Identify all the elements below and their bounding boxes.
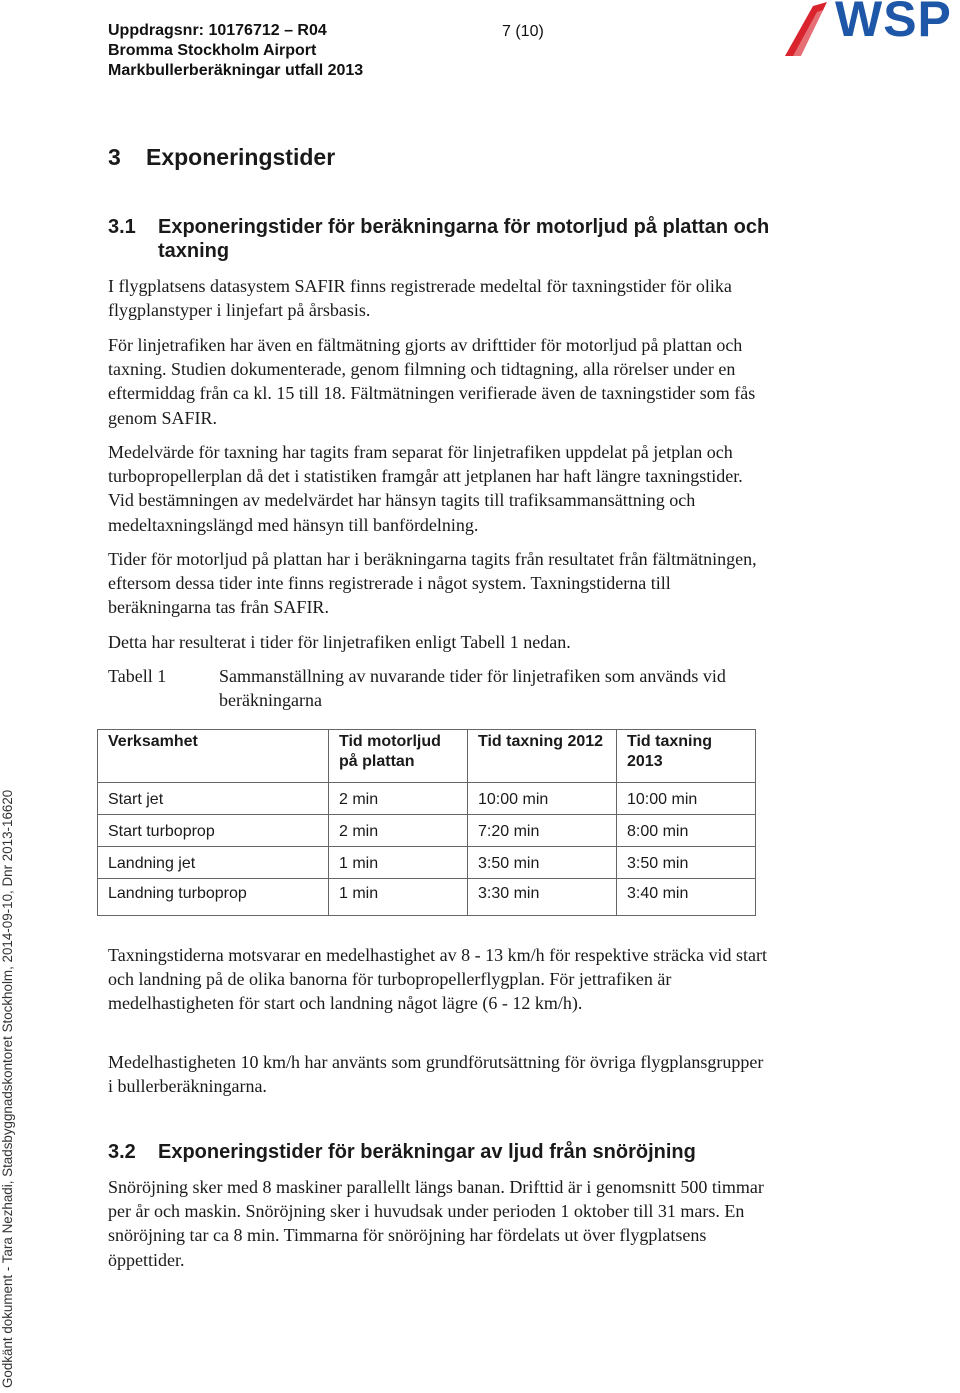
table-cell: 3:50 min: [617, 847, 756, 879]
table-header-cell: Tid taxning 2012: [468, 730, 617, 783]
table-header-cell: Verksamhet: [98, 730, 329, 783]
report-title: Markbullerberäkningar utfall 2013: [108, 62, 364, 79]
table-caption-text: Sammanställning av nuvarande tider för linjetrafiken som används vid beräkningarna: [219, 666, 726, 710]
wsp-logo: [783, 0, 960, 58]
table-row: [98, 879, 756, 916]
table-caption-label: Tabell 1: [108, 666, 167, 686]
section-title: Exponeringstider för beräkningar av ljud från snöröjning: [158, 1141, 696, 1163]
table-cell: 2 min: [329, 815, 468, 847]
table-cell: 7:20 min: [468, 815, 617, 847]
section-title: Exponeringstider för beräkningarna för motorljud på plattan och taxning: [158, 216, 770, 262]
table-cell: 3:40 min: [617, 879, 756, 916]
table-cell: 2 min: [329, 783, 468, 815]
wsp-logo-text: WSP: [835, 0, 952, 47]
table-cell: 3:30 min: [468, 879, 617, 916]
section-title: Exponeringstider: [146, 144, 336, 170]
section-number: 3.2: [108, 1141, 136, 1163]
table-cell: Start turboprop: [98, 815, 329, 847]
section-number: 3.1: [108, 216, 136, 238]
table-cell: 3:50 min: [468, 847, 617, 879]
table-row: [98, 847, 756, 879]
paragraph: Snöröjning sker med 8 maskiner parallellt längs banan. Drifttid är i genomsnitt 500 timmar per år och maskin. Snöröjning sker i huvudsak under perioden 1 oktober till 31 mars. En snöröjning tar ca 8 min. Timmarna för snöröjning har fördelats ut över flygplatsens öppettider.: [108, 1177, 764, 1270]
section-3-heading: [108, 144, 335, 171]
paragraph: Detta har resulterat i tider för linjetrafiken enligt Tabell 1 nedan.: [108, 632, 571, 652]
table-cell: Landning turboprop: [98, 879, 329, 916]
paragraph: Medelvärde för taxning har tagits fram separat för linjetrafiken uppdelat på jetplan och turbopropellerplan då det i statistiken framgår att jetplanen har haft längre taxningstider. Vid bestämningen av medelvärdet har hänsyn tagits till trafiksammansättning och medeltaxningslängd med hänsyn till banfördelning.: [108, 442, 743, 535]
table-cell: Start jet: [98, 783, 329, 815]
page-number: 7 (10): [502, 23, 544, 40]
table-header-row: [98, 730, 756, 783]
wsp-logo-mark-icon: [783, 0, 843, 58]
table-cell: 1 min: [329, 879, 468, 916]
exposure-times-table: [97, 729, 756, 916]
table-row: [98, 783, 756, 815]
table-cell: 1 min: [329, 847, 468, 879]
paragraph: För linjetrafiken har även en fältmätning gjorts av drifttider för motorljud på plattan och taxning. Studien dokumenterade, genom filmning och tidtagning, alla rörelser under en eftermiddag från ca kl. 15 till 18. Fältmätningen verifierade även de taxningstider som fås genom SAFIR.: [108, 335, 756, 428]
document-header: [108, 21, 363, 81]
paragraph: I flygplatsens datasystem SAFIR finns registrerade medeltal för taxningstider för olika flygplanstyper i linjefart på årsbasis.: [108, 276, 732, 321]
section-number: 3: [108, 144, 121, 170]
paragraph: Tider för motorljud på plattan har i beräkningarna tagits från resultatet från fältmätningen, eftersom dessa tider inte finns registrerade i något system. Taxningstiderna till beräkningarna tas från SAFIR.: [108, 549, 757, 618]
paragraph: Medelhastigheten 10 km/h har använts som grundförutsättning för övriga flygplansgrupper i bullerberäkningarna.: [108, 1052, 764, 1097]
table-cell: 10:00 min: [468, 783, 617, 815]
table-header-cell: Tid taxning 2013: [617, 730, 756, 783]
table-cell: 8:00 min: [617, 815, 756, 847]
table-cell: Landning jet: [98, 847, 329, 879]
approval-stamp-vertical: Godkänt dokument - Tara Nezhadi, Stadsbyggnadskontoret Stockholm, 2014-09-10, Dnr 2013-16620: [0, 789, 15, 1388]
table-row: [98, 815, 756, 847]
table-header-cell: Tid motorljud på plattan: [329, 730, 468, 783]
table-cell: 10:00 min: [617, 783, 756, 815]
paragraph: Taxningstiderna motsvarar en medelhastighet av 8 - 13 km/h för respektive sträcka vid start och landning på de olika banorna för turbopropellerflygplan. För jettrafiken är medelhastigheten för start och landning något lägre (6 - 12 km/h).: [108, 945, 768, 1014]
project-name: Bromma Stockholm Airport: [108, 42, 317, 59]
assignment-number: Uppdragsnr: 10176712 – R04: [108, 22, 327, 39]
